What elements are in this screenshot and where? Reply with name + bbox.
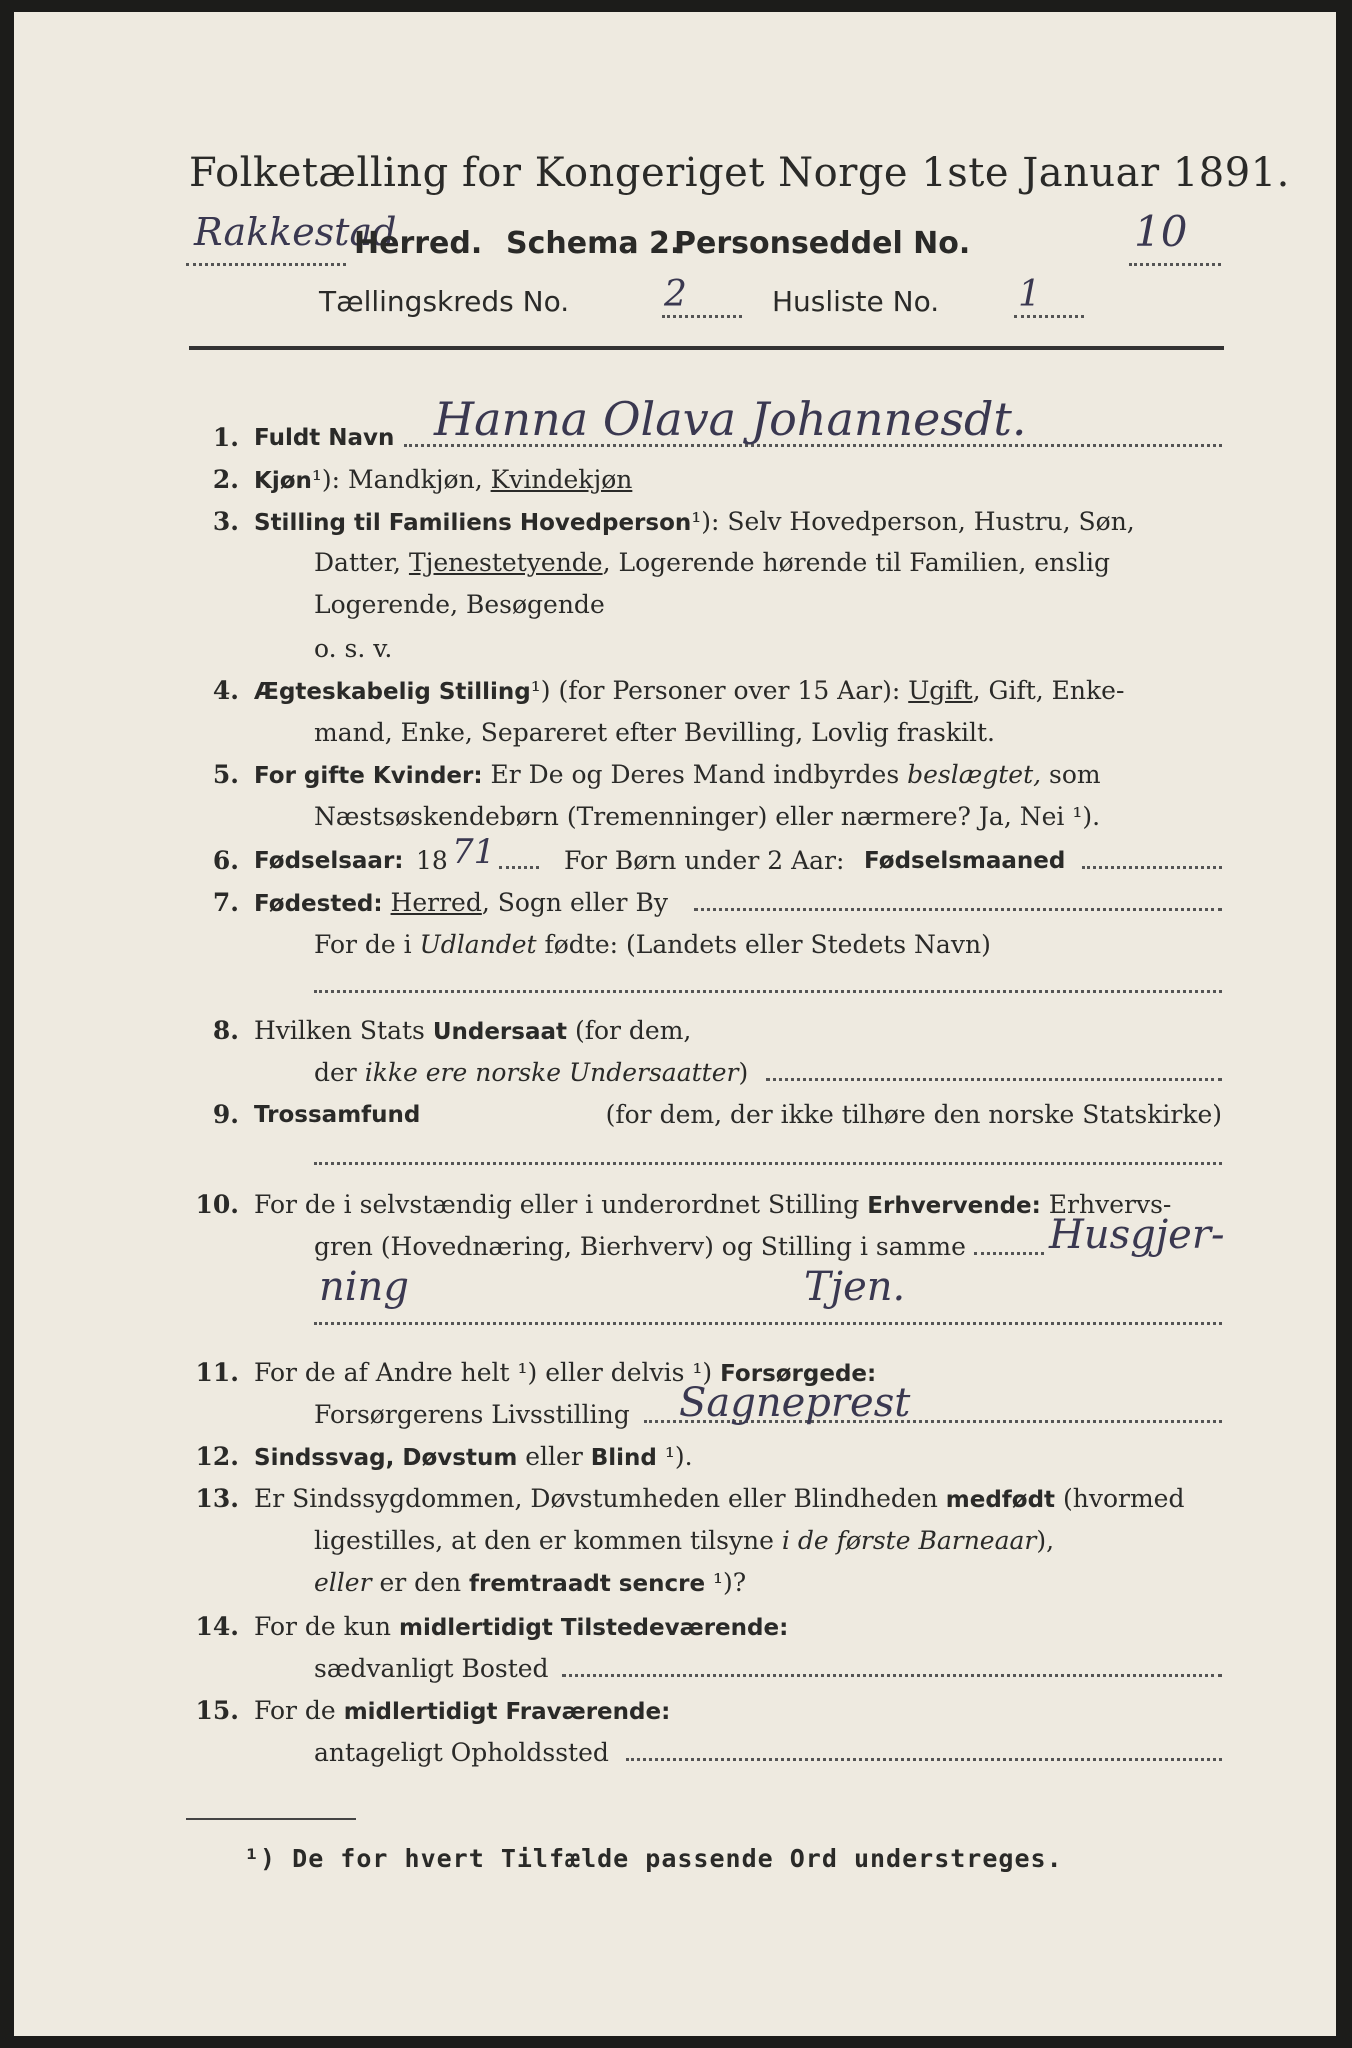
q13-label2: fremtraadt sencre (469, 1571, 706, 1597)
item-number-1: 1. (212, 423, 239, 452)
q15-line-1 (254, 1696, 670, 1725)
header-rule (189, 346, 1224, 350)
q10-label: Erhvervende: (867, 1193, 1041, 1219)
q13-line-3 (314, 1568, 746, 1597)
q5-line-2: Næstsøskendebørn (Tremenninger) eller nærmere? Ja, Nei ¹). (314, 802, 1101, 831)
q7-rest: , Sogn eller By (481, 888, 668, 917)
q6-value: 71 (452, 832, 496, 872)
q3-selected: Tjenestetyende (408, 548, 603, 577)
q7-selected: Herred (390, 888, 482, 917)
q7-label: Fødested: (254, 891, 383, 917)
item-number-11: 11. (195, 1358, 239, 1387)
husliste-label: Husliste No. (772, 285, 940, 318)
q12-label: Sindssvag, Døvstum (254, 1445, 518, 1471)
q3-line-4: o. s. v. (314, 634, 393, 663)
item-number-9: 9. (212, 1100, 239, 1129)
herred-dotted-line (186, 263, 346, 266)
q15-line-2: antageligt Opholdssted (314, 1738, 609, 1767)
q15-line1-a: For de (254, 1696, 344, 1725)
q13-line3-a: er den (371, 1568, 470, 1597)
q3-label: Stilling til Familiens Hovedperson (254, 510, 692, 536)
q1-value: Hanna Olava Johannesdt. (434, 392, 1027, 446)
item-number-4: 4. (212, 676, 239, 705)
q14-line-1 (254, 1612, 788, 1641)
q2-line (254, 465, 632, 494)
q6-label2: Fødselsmaaned (864, 848, 1066, 874)
item-number-8: 8. (212, 1016, 239, 1045)
q8-line-1 (254, 1016, 691, 1045)
form-title: Folketælling for Kongeriget Norge 1ste Januar 1891. (189, 150, 1290, 196)
q2-rest: ¹): Mandkjøn, (311, 465, 491, 494)
q6-rest: For Børn under 2 Aar: (564, 846, 845, 875)
item-number-15: 15. (195, 1696, 239, 1725)
q3-line2-b: , Logerende hørende til Familien, enslig (602, 548, 1111, 577)
husliste-value: 1 (1018, 274, 1041, 315)
q7-line-2 (314, 930, 991, 959)
q4-line-1 (254, 676, 1124, 705)
q13-line2-a: ligestilles, at den er kommen tilsyne (314, 1526, 782, 1555)
item-number-7: 7. (212, 888, 239, 917)
q7-line-1 (254, 888, 668, 917)
item-number-6: 6. (212, 846, 239, 875)
item-number-13: 13. (195, 1484, 239, 1513)
q8-line1-b: (for dem, (567, 1016, 692, 1045)
kreds-label: Tællingskreds No. (319, 285, 570, 318)
husliste-dotted-line (1014, 315, 1084, 318)
q14-label: midlertidigt Tilstedeværende: (398, 1615, 789, 1641)
footnote: ¹) De for hvert Tilfælde passende Ord understreges. (244, 1844, 1063, 1873)
census-form-page (14, 12, 1336, 2036)
personseddel-label: Personseddel No. (674, 226, 971, 261)
q10-line-1 (254, 1190, 1171, 1219)
q8-line2-a: der (314, 1058, 365, 1087)
q15-dotted-line (626, 1758, 1222, 1761)
kreds-dotted-line (662, 315, 742, 318)
q12-rest: ¹). (656, 1442, 693, 1471)
q6-prefix: 18 (416, 846, 448, 875)
kreds-value: 2 (664, 274, 687, 315)
footnote-rule (186, 1818, 356, 1820)
q7-line2-it: Udlandet (419, 930, 537, 959)
q13-label: medfødt (945, 1487, 1056, 1513)
q7-dotted-line (694, 908, 1222, 911)
q4-line1-b: , Gift, Enke- (972, 676, 1125, 705)
q11-value: Sagneprest (679, 1380, 911, 1426)
personseddel-dotted-line (1129, 263, 1221, 266)
q7-dotted-line-2 (314, 990, 1222, 993)
q10-value-1: Husgjer- (1049, 1212, 1225, 1258)
q14-line1-a: For de kun (254, 1612, 399, 1641)
q13-line2-b: ), (1036, 1526, 1055, 1555)
q13-line1-a: Er Sindssygdommen, Døvstumheden eller Blindheden (254, 1484, 946, 1513)
q1-label: Fuldt Navn (254, 425, 395, 451)
item-number-12: 12. (195, 1442, 239, 1471)
q2-selected: Kvindekjøn (490, 465, 633, 494)
herred-value: Rakkestad (194, 210, 397, 254)
item-number-5: 5. (212, 760, 239, 789)
q3-line-3: Logerende, Besøgende (314, 590, 605, 619)
q10-dotted-line-2 (314, 1322, 1222, 1325)
q12-mid: eller (517, 1442, 591, 1471)
q5-line1-b: som (1041, 760, 1101, 789)
q12-line (254, 1442, 693, 1471)
item-number-14: 14. (195, 1612, 239, 1641)
q13-line3-b: ¹)? (705, 1568, 747, 1597)
q11-label: Forsørgede: (720, 1361, 877, 1387)
q8-label: Undersaat (432, 1019, 567, 1045)
q4-line-2: mand, Enke, Separeret efter Bevilling, Lovlig fraskilt. (314, 718, 995, 747)
q13-line-1 (254, 1484, 1184, 1513)
q5-line1-it: beslægtet, (907, 760, 1042, 789)
q15-label: midlertidigt Fraværende: (343, 1699, 671, 1725)
q6-dotted-line-2 (1082, 866, 1222, 869)
q5-label: For gifte Kvinder: (254, 763, 483, 789)
q10-value-2: ning (319, 1264, 409, 1310)
q8-line1-a: Hvilken Stats (254, 1016, 433, 1045)
schema-label: Schema 2. (506, 226, 682, 261)
q13-line1-b: (hvormed (1055, 1484, 1185, 1513)
q9-dotted-line (314, 1162, 1222, 1165)
q3-line-2 (314, 548, 1110, 577)
q10-line-2: gren (Hovednæring, Bierhverv) og Stilling i samme (314, 1232, 966, 1261)
q6-dotted-line (499, 866, 539, 869)
q2-label: Kjøn (254, 468, 312, 494)
q9-rest: (for dem, der ikke tilhøre den norske Statskirke) (605, 1100, 1222, 1129)
q4-label: Ægteskabelig Stilling (254, 679, 531, 705)
q8-line-2: der ikke ere norske Undersaatter) (314, 1058, 749, 1087)
q3-line2-a: Datter, (314, 548, 409, 577)
q4-selected: Ugift (908, 676, 973, 705)
herred-label: Herred. (354, 226, 483, 261)
q10-value-3: Tjen. (804, 1264, 906, 1310)
item-number-10: 10. (195, 1190, 239, 1219)
q7-line2-b: fødte: (Landets eller Stedets Navn) (536, 930, 991, 959)
q4-line1-a: ¹) (for Personer over 15 Aar): (530, 676, 909, 705)
personseddel-value: 10 (1134, 207, 1188, 256)
q9-label: Trossamfund (254, 1102, 421, 1128)
item-number-3: 3. (212, 507, 239, 536)
q11-line1-a: For de af Andre helt ¹) eller delvis ¹) (254, 1358, 721, 1387)
q8-line2-it: ikke ere norske Undersaatter (364, 1058, 739, 1087)
q5-line-1 (254, 760, 1101, 789)
q12-label2: Blind (590, 1445, 657, 1471)
q13-line2-it: i de første Barneaar (781, 1526, 1037, 1555)
q13-line-2 (314, 1526, 1054, 1555)
q14-dotted-line (562, 1674, 1222, 1677)
q5-line1-a: Er De og Deres Mand indbyrdes (490, 760, 908, 789)
q3-line-1 (254, 507, 1135, 536)
q10-dotted-line (974, 1252, 1044, 1255)
q7-line2-a: For de i (314, 930, 420, 959)
q6-label: Fødselsaar: (254, 848, 404, 874)
q13-line3-it: eller (314, 1568, 372, 1597)
q10-line1-b: Erhvervs- (1040, 1190, 1172, 1219)
q11-line-2: Forsørgerens Livsstilling (314, 1400, 630, 1429)
q8-dotted-line (766, 1078, 1222, 1081)
q10-line1-a: For de i selvstændig eller i underordnet Stilling (254, 1190, 868, 1219)
q14-line-2: sædvanligt Bosted (314, 1654, 549, 1683)
item-number-2: 2. (212, 465, 239, 494)
q3-line1-rest: ¹): Selv Hovedperson, Hustru, Søn, (691, 507, 1135, 536)
